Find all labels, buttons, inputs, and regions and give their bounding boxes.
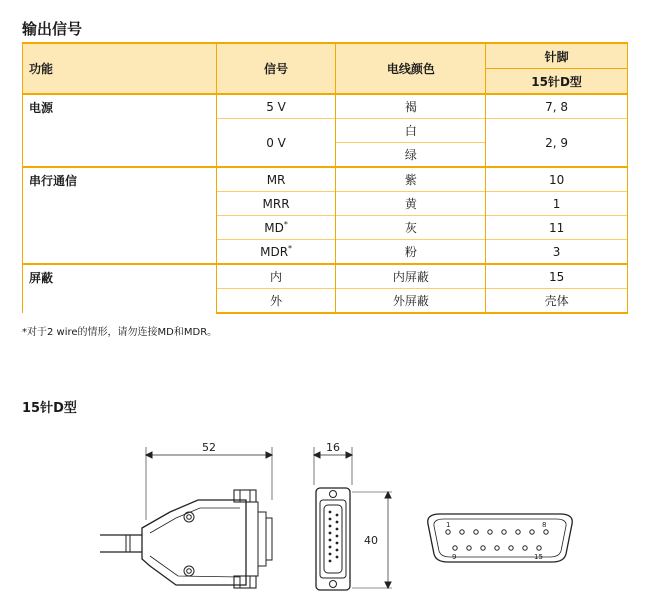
cell-color: 内屏蔽 (336, 264, 486, 289)
face-pins (446, 530, 548, 550)
dim-width-label: 52 (202, 441, 216, 454)
cell-pin: 15 (486, 264, 628, 289)
drawing-subtitle: 15针D型 (22, 401, 77, 416)
connector-end-view (314, 447, 392, 590)
cell-pin: 2, 9 (486, 119, 628, 168)
footnote: *对于2 wire的情形，请勿连接MD和MDR。 (22, 327, 218, 338)
cell-signal: 内 (216, 264, 336, 289)
section-title: 输出信号 (22, 20, 83, 38)
pin-15-label: 15 (534, 553, 543, 561)
group-power: 电源 (23, 94, 217, 167)
group-serial: 串行通信 (23, 167, 217, 264)
cell-pin: 10 (486, 167, 628, 192)
group-shield: 屏蔽 (23, 264, 217, 313)
cell-color: 褐 (336, 94, 486, 119)
cell-color: 黄 (336, 192, 486, 216)
cell-pin: 1 (486, 192, 628, 216)
cell-pin: 11 (486, 216, 628, 240)
cell-signal: 外 (216, 289, 336, 314)
asterisk: * (283, 220, 288, 229)
header-pin-sub: 15针D型 (486, 69, 628, 95)
cell-signal: MR (216, 167, 336, 192)
pin-8-label: 8 (542, 521, 547, 529)
cell-signal: 0 V (216, 119, 336, 168)
cell-pin: 3 (486, 240, 628, 265)
cell-color: 灰 (336, 216, 486, 240)
dim-depth-label: 16 (326, 441, 340, 454)
signal-text: MDR (260, 245, 289, 259)
end-view-pins (329, 511, 339, 563)
cell-signal: MRR (216, 192, 336, 216)
cell-signal: 5 V (216, 94, 336, 119)
pin-1-label: 1 (446, 521, 451, 529)
cell-color: 紫 (336, 167, 486, 192)
cell-color: 粉 (336, 240, 486, 265)
header-pin: 针脚 (486, 43, 628, 69)
cell-color: 绿 (336, 143, 486, 168)
cell-color: 白 (336, 119, 486, 143)
asterisk: * (288, 244, 293, 253)
signal-text: MD (264, 221, 284, 235)
header-signal: 信号 (216, 43, 336, 94)
cell-color: 外屏蔽 (336, 289, 486, 314)
dim-height-label: 40 (364, 534, 378, 547)
cell-pin: 壳体 (486, 289, 628, 314)
connector-side-view (100, 447, 272, 588)
header-function: 功能 (23, 43, 217, 94)
cell-pin: 7, 8 (486, 94, 628, 119)
pin-9-label: 9 (452, 553, 457, 561)
header-wire-color: 电线颜色 (336, 43, 486, 94)
